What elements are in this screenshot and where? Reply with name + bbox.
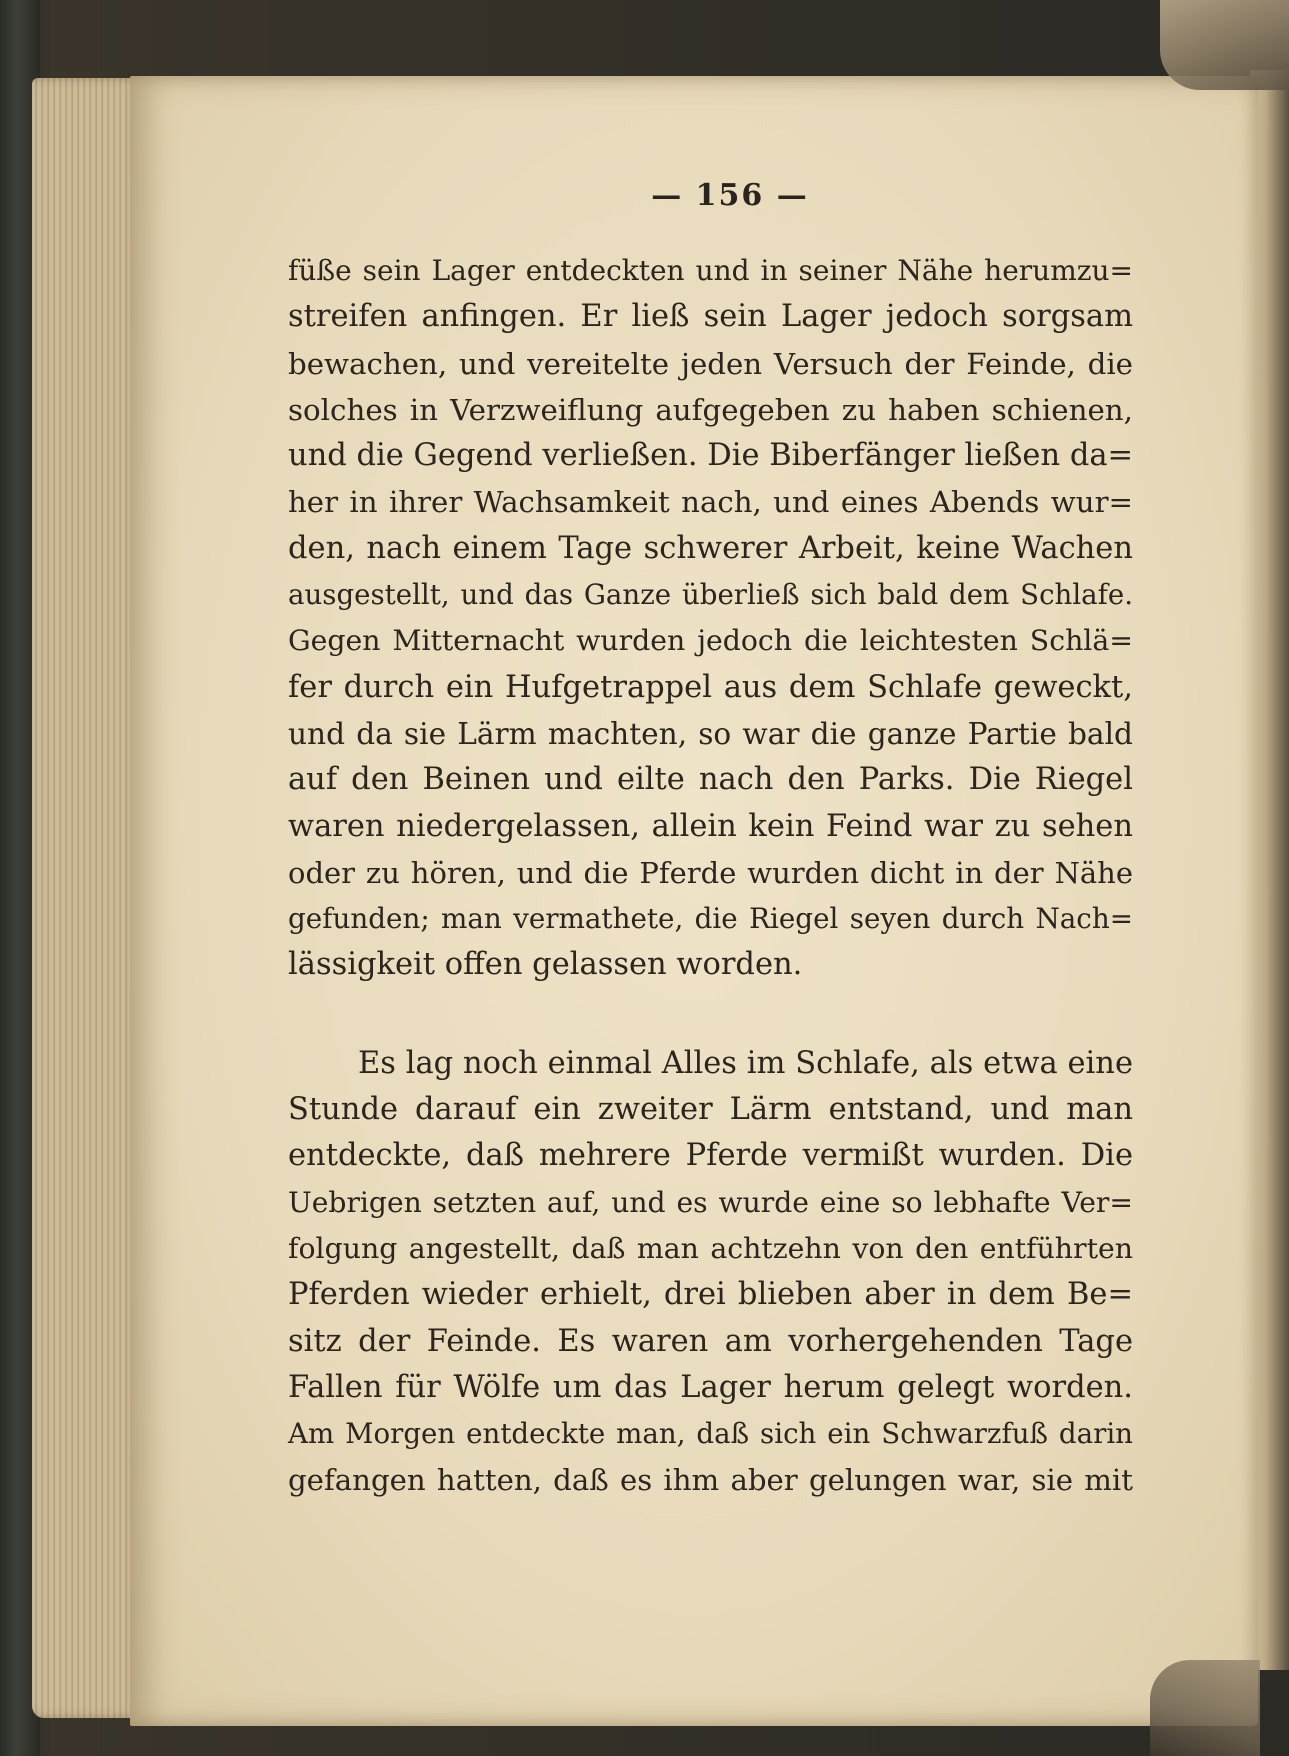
text-line: bewachen, und vereitelte jeden Versuch der Feinde, die bbox=[288, 346, 1133, 381]
text-line: her in ihrer Wachsamkeit nach, und eines Abends wur= bbox=[288, 485, 1133, 520]
text-line: Uebrigen setzten auf, und es wurde eine so lebhafte Ver= bbox=[288, 1185, 1133, 1219]
text-line: lässigkeit offen gelassen worden. bbox=[288, 947, 803, 983]
text-line: solches in Verzweiflung aufgegeben zu haben schienen, bbox=[288, 392, 1133, 427]
text-line: gefangen hatten, daß es ihm aber gelungen war, sie mit bbox=[288, 1463, 1133, 1498]
text-line: Gegen Mitternacht wurden jedoch die leichtesten Schlä= bbox=[288, 624, 1133, 658]
page-stack-edge bbox=[32, 78, 142, 1718]
bookmark-ribbon-bottom bbox=[1150, 1660, 1260, 1756]
text-line: und da sie Lärm machten, so war die ganze Partie bald bbox=[288, 716, 1133, 751]
text-line: oder zu hören, und die Pferde wurden dicht in der Nähe bbox=[288, 855, 1133, 890]
text-line: streifen anfingen. Er ließ sein Lager jedoch sorgsam bbox=[288, 299, 1133, 335]
text-line: und die Gegend verließen. Die Biberfänger ließen da= bbox=[288, 438, 1134, 474]
text-line: sitz der Feinde. Es waren am vorhergehenden Tage bbox=[288, 1323, 1133, 1359]
text-line: Stunde darauf ein zweiter Lärm entstand, und man bbox=[288, 1092, 1133, 1128]
text-line: gefunden; man vermathete, die Riegel seyen durch Nach= bbox=[288, 902, 1133, 936]
text-line: ausgestellt, und das Ganze überließ sich bald dem Schlafe. bbox=[288, 578, 1133, 612]
text-line: Es lag noch einmal Alles im Schlafe, als etwa eine bbox=[358, 1045, 1133, 1081]
page-number: — 156 — bbox=[651, 178, 809, 213]
text-line: Am Morgen entdeckte man, daß sich ein Schwarzfuß darin bbox=[288, 1417, 1133, 1451]
text-line: waren niedergelassen, allein kein Feind war zu sehen bbox=[288, 808, 1133, 844]
paragraph-1 bbox=[288, 248, 1133, 989]
body-text bbox=[288, 248, 1133, 1504]
text-line: Fallen für Wölfe um das Lager herum gelegt worden. bbox=[288, 1369, 1133, 1405]
text-line: Pferden wieder erhielt, drei blieben aber in dem Be= bbox=[288, 1277, 1133, 1313]
text-line: fer durch ein Hufgetrappel aus dem Schlafe geweckt, bbox=[288, 669, 1133, 705]
text-line: entdeckte, daß mehrere Pferde vermißt wurden. Die bbox=[288, 1138, 1133, 1174]
text-line: füße sein Lager entdeckten und in seiner Nähe herumzu= bbox=[288, 254, 1133, 287]
text-line: auf den Beinen und eilte nach den Parks. Die Riegel bbox=[288, 762, 1133, 798]
paragraph-2 bbox=[288, 1041, 1133, 1504]
bookmark-ribbon-top bbox=[1160, 0, 1289, 90]
paragraph-gap bbox=[288, 989, 1133, 1041]
text-line: folgung angestellt, daß man achtzehn von den entführten bbox=[288, 1231, 1133, 1265]
text-line: den, nach einem Tage schwerer Arbeit, keine Wachen bbox=[288, 530, 1133, 566]
